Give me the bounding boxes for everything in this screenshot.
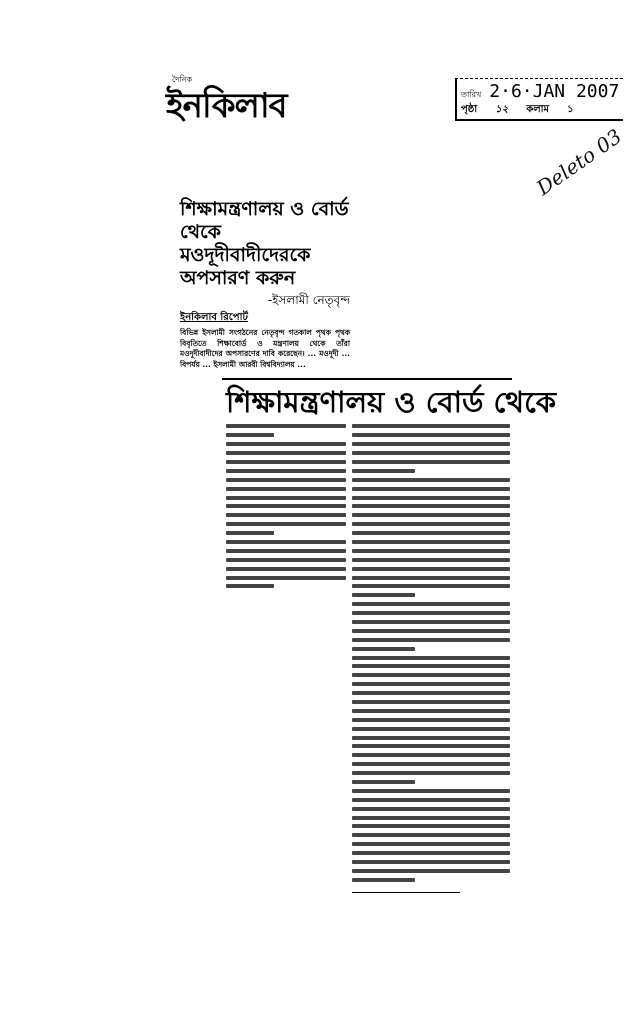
- text-line: [352, 691, 510, 695]
- text-line: [352, 469, 415, 473]
- article1: [180, 198, 350, 370]
- text-line: [352, 682, 510, 686]
- article1-headline: শিক্ষামন্ত্রণালয় ও বোর্ড থেকে মওদূদীবাদীদেরকে অপসারণ করুন: [180, 198, 349, 289]
- text-line: [352, 851, 510, 855]
- text-line: [352, 513, 510, 517]
- text-line: [352, 611, 510, 615]
- text-line: [352, 638, 510, 642]
- text-line: [352, 753, 510, 757]
- text-line: [352, 709, 510, 713]
- text-line: [352, 584, 510, 588]
- text-line: [352, 593, 415, 597]
- stamp-column-value: ১: [567, 104, 574, 115]
- text-line: [352, 433, 510, 437]
- text-line: [226, 522, 346, 526]
- stamp-column-label: কলাম: [526, 104, 550, 115]
- text-line: [226, 442, 346, 446]
- text-line: [352, 531, 510, 535]
- article2-columns: [226, 424, 516, 881]
- text-line: [352, 451, 510, 455]
- text-line: [352, 833, 510, 837]
- article1-body: বিভিন্ন ইসলামী সংগঠনের নেতৃবৃন্দ গতকাল পৃথক পৃথক বিবৃতিতে শিক্ষাবোর্ড ও মন্ত্রণালয় থেকে তাঁরা মওদূদীবাদীদের অপসারণের দাবি করেছেন। ... মওদূদী ... বিপর্যয় ... ইসলামী আরবী বিশ্ববিদ্যালয় ...: [180, 328, 350, 369]
- text-line: [226, 504, 346, 508]
- text-line: [226, 424, 346, 428]
- text-line: [226, 576, 346, 580]
- divider: [222, 378, 512, 380]
- text-line: [352, 771, 510, 775]
- stamp-page-value: ১২: [495, 104, 509, 115]
- text-line: [226, 558, 346, 562]
- newspaper-logo: ইনকিলাব: [166, 86, 287, 126]
- text-line: [352, 744, 510, 748]
- text-line: [352, 602, 510, 606]
- text-line: [352, 869, 510, 873]
- text-line: [226, 478, 346, 482]
- text-line: [226, 433, 274, 437]
- text-line: [352, 789, 510, 793]
- clipping-body: [180, 198, 557, 893]
- text-line: [352, 567, 510, 571]
- text-line: [352, 762, 510, 766]
- text-line: [352, 576, 510, 580]
- text-line: [352, 700, 510, 704]
- text-line: [226, 531, 274, 535]
- text-line: [352, 629, 510, 633]
- text-line: [352, 842, 510, 846]
- text-line: [226, 496, 346, 500]
- text-line: [352, 860, 510, 864]
- end-rule: [352, 892, 460, 893]
- text-line: [352, 780, 415, 784]
- text-line: [352, 460, 510, 464]
- text-line: [352, 718, 510, 722]
- stamp-date-label: তারিখ: [461, 90, 482, 99]
- text-line: [352, 727, 510, 731]
- newspaper-edition-label: দৈনিক: [172, 75, 193, 84]
- text-line: [226, 451, 346, 455]
- text-line: [352, 620, 510, 624]
- text-line: [226, 549, 346, 553]
- text-line: [352, 664, 510, 668]
- text-line: [226, 567, 346, 571]
- text-line: [352, 798, 510, 802]
- article2-column-left: [226, 424, 346, 881]
- text-line: [352, 496, 510, 500]
- text-line: [352, 522, 510, 526]
- text-line: [226, 460, 346, 464]
- text-line: [352, 478, 510, 482]
- text-line: [352, 504, 510, 508]
- text-line: [352, 549, 510, 553]
- text-line: [352, 807, 510, 811]
- stamp-page-label: পৃষ্ঠা: [461, 104, 478, 115]
- article2-headline: শিক্ষামন্ত্রণালয় ও বোর্ড থেকে: [226, 385, 557, 420]
- text-line: [226, 469, 346, 473]
- article2-column-right: [352, 424, 510, 881]
- text-line: [352, 424, 510, 428]
- date-stamp: [455, 78, 623, 121]
- article1-byline: -ইসলামী নেতৃবৃন্দ: [267, 293, 350, 307]
- article1-reporter: ইনকিলাব রিপোর্ট: [180, 312, 248, 323]
- text-line: [352, 656, 510, 660]
- stamp-date: 2·6·JAN 2007: [489, 81, 620, 102]
- text-line: [352, 558, 510, 562]
- text-line: [352, 824, 510, 828]
- text-line: [226, 487, 346, 491]
- text-line: [352, 736, 510, 740]
- text-line: [226, 584, 274, 588]
- text-line: [352, 878, 415, 882]
- text-line: [352, 673, 510, 677]
- text-line: [226, 540, 346, 544]
- text-line: [352, 540, 510, 544]
- handwritten-note: Deleto 03: [531, 124, 627, 200]
- masthead: [166, 74, 287, 127]
- text-line: [352, 816, 510, 820]
- text-line: [352, 487, 510, 491]
- text-line: [352, 647, 415, 651]
- text-line: [226, 513, 346, 517]
- text-line: [352, 442, 510, 446]
